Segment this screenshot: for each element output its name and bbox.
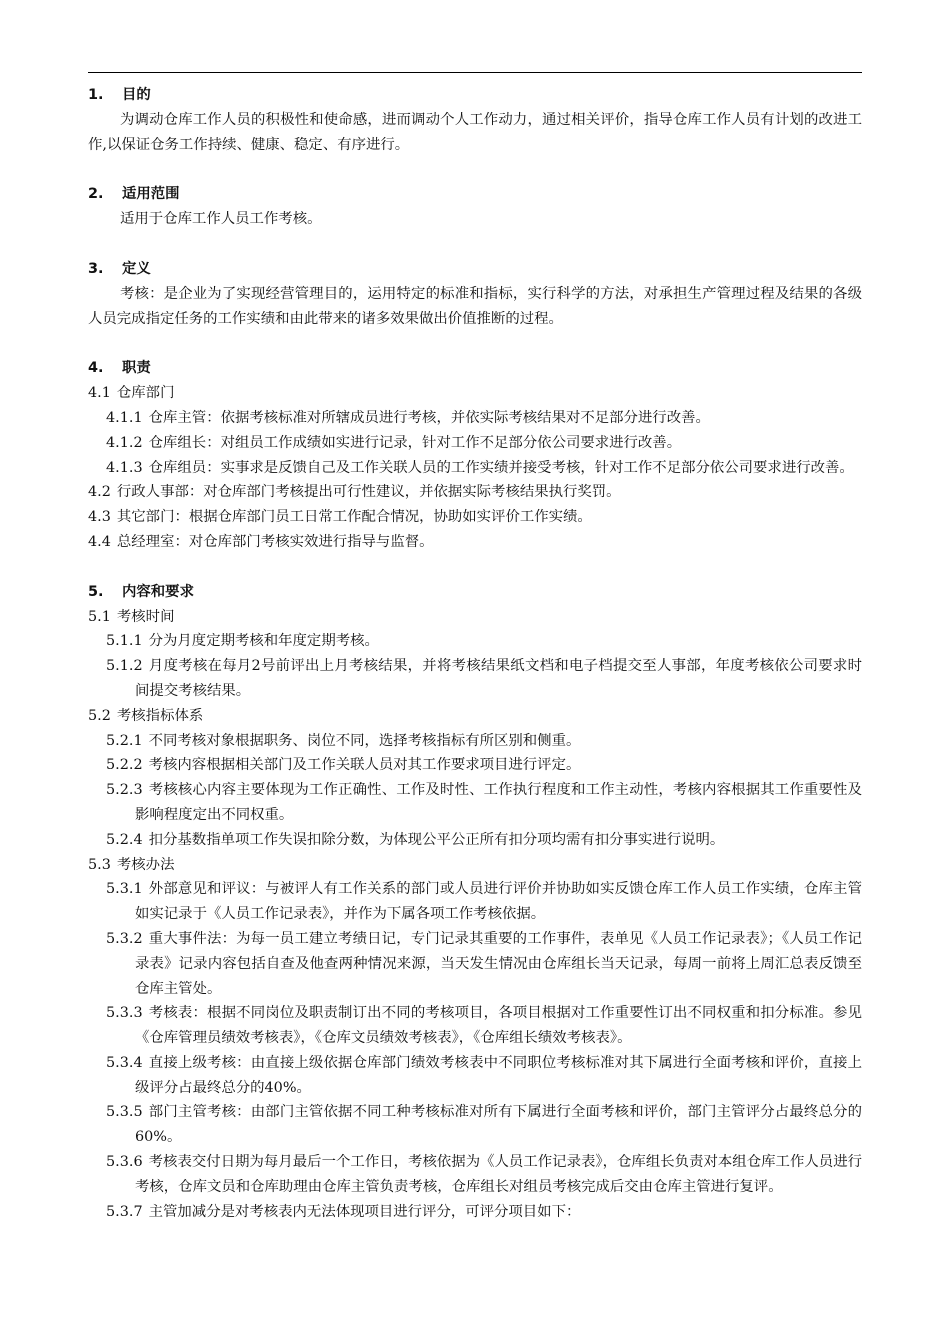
clause-5-3-3: 5.3.3 考核表：根据不同岗位及职责制订出不同的考核项目，各项目根据对工作重要性订出不同权重和扣分标准。参见《仓库管理员绩效考核表》，《仓库文员绩效考核表》，《仓库组长绩效考核表》。 (106, 1005, 862, 1047)
clause-5-2-3: 5.2.3 考核核心内容主要体现为工作正确性、工作及时性、工作执行程度和工作主动性，考核内容根据其工作重要性及影响程度定出不同权重。 (106, 782, 862, 823)
clause-5-3-2: 5.3.2 重大事件法：为每一员工建立考绩日记，专门记录其重要的工作事件，表单见《人员工作记录表》；《人员工作记录表》记录内容包括自查及他查两种情况来源，当天发生情况由仓库组长当天记录，每周一前将上周汇总表反馈至仓库主管处。 (106, 930, 862, 997)
document-body (88, 83, 862, 1224)
section-heading-definition (88, 257, 862, 282)
clause-5-1: 5.1 考核时间 (88, 608, 175, 625)
section-paragraph: 适用于仓库工作人员工作考核。 (120, 211, 322, 228)
section-title: 定义 (122, 260, 151, 277)
clause-4-2: 4.2 行政人事部：对仓库部门考核提出可行性建议，并依据实际考核结果执行奖罚。 (88, 484, 621, 501)
clause-5-3-1: 5.3.1 外部意见和评议：与被评人有工作关系的部门或人员进行评价并协助如实反馈仓库工作人员工作实绩，仓库主管如实记录于《人员工作记录表》，并作为下属各项工作考核依据。 (106, 881, 862, 923)
section-title: 内容和要求 (122, 583, 194, 600)
header-rule (88, 72, 862, 73)
clause-5-3: 5.3 考核办法 (88, 856, 175, 873)
clause-5-2: 5.2 考核指标体系 (88, 707, 204, 724)
section-number: 1. (88, 87, 104, 103)
section-paragraph: 考核：是企业为了实现经营管理目的，运用特定的标准和指标，实行科学的方法，对承担生产管理过程及结果的各级人员完成指定任务的工作实绩和由此带来的诸多效果做出价值推断的过程。 (88, 285, 862, 327)
clause-4-1-1: 4.1.1 仓库主管：依据考核标准对所辖成员进行考核，并依实际考核结果对不足部分进行改善。 (106, 409, 710, 426)
clause-5-3-7: 5.3.7 主管加减分是对考核表内无法体现项目进行评分，可评分项目如下： (106, 1203, 581, 1220)
section-paragraph: 为调动仓库工作人员的积极性和使命感，进而调动个人工作动力，通过相关评价，指导仓库工作人员有计划的改进工作,以保证仓务工作持续、健康、稳定、有序进行。 (88, 111, 862, 153)
clause-4-1-3: 4.1.3 仓库组员：实事求是反馈自己及工作关联人员的工作实绩并接受考核，针对工作不足部分依公司要求进行改善。 (106, 459, 854, 476)
clause-5-3-5: 5.3.5 部门主管考核：由部门主管依据不同工种考核标准对所有下属进行全面考核和评价，部门主管评分占最终总分的60%。 (106, 1104, 862, 1146)
clause-5-1-1: 5.1.1 分为月度定期考核和年度定期考核。 (106, 633, 379, 650)
section-number: 4. (88, 360, 104, 377)
clause-5-2-1: 5.2.1 不同考核对象根据职务、岗位不同，选择考核指标有所区别和侧重。 (106, 732, 581, 749)
clause-4-1-2: 4.1.2 仓库组长：对组员工作成绩如实进行记录，针对工作不足部分依公司要求进行改善。 (106, 434, 682, 451)
section-number: 2. (88, 186, 104, 203)
clause-5-1-2: 5.1.2 月度考核在每月2号前评出上月考核结果，并将考核结果纸文档和电子档提交至人事部，年度考核依公司要求时间提交考核结果。 (106, 658, 862, 699)
clause-5-3-4: 5.3.4 直接上级考核：由直接上级依据仓库部门绩效考核表中不同职位考核标准对其下属进行全面考核和评价，直接上级评分占最终总分的40%。 (106, 1054, 862, 1096)
section-heading-purpose (88, 83, 862, 108)
section-title: 目的 (122, 87, 151, 103)
section-heading-scope (88, 182, 862, 207)
document-page (88, 0, 862, 1344)
clause-4-4: 4.4 总经理室：对仓库部门考核实效进行指导与监督。 (88, 533, 434, 550)
section-heading-content-requirements (88, 580, 862, 605)
clause-5-2-4: 5.2.4 扣分基数指单项工作失误扣除分数，为体现公平公正所有扣分项均需有扣分事实进行说明。 (106, 831, 725, 848)
clause-4-3: 4.3 其它部门：根据仓库部门员工日常工作配合情况，协助如实评价工作实绩。 (88, 509, 592, 526)
section-title: 适用范围 (122, 186, 180, 203)
clause-5-2-2: 5.2.2 考核内容根据相关部门及工作关联人员对其工作要求项目进行评定。 (106, 757, 581, 774)
section-title: 职责 (122, 360, 151, 377)
section-heading-responsibilities (88, 356, 862, 381)
clause-5-3-6: 5.3.6 考核表交付日期为每月最后一个工作日，考核依据为《人员工作记录表》，仓库组长负责对本组仓库工作人员进行考核，仓库文员和仓库助理由仓库主管负责考核，仓库组长对组员考核完成后交由仓库主管进行复评。 (106, 1154, 862, 1195)
clause-4-1: 4.1 仓库部门 (88, 385, 175, 402)
section-number: 5. (88, 583, 104, 600)
section-number: 3. (88, 260, 104, 277)
